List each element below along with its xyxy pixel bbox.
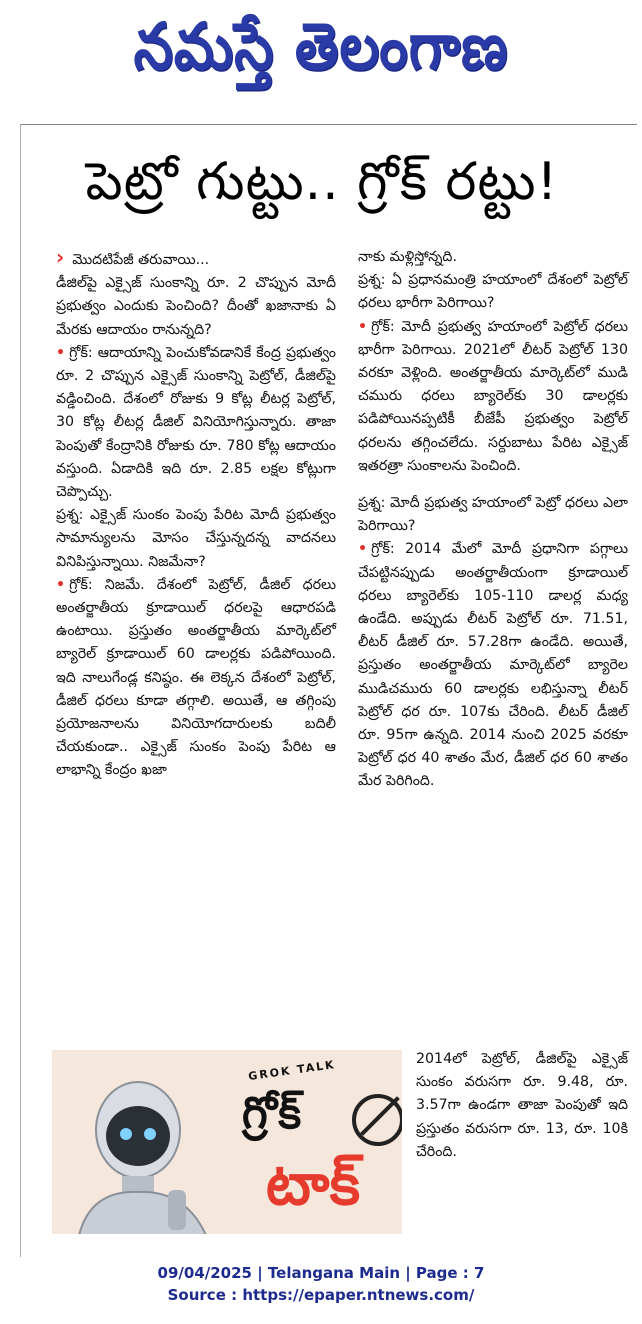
question-paragraph: ప్రశ్న: మోదీ ప్రభుత్వ హయాంలో పెట్రో ధరలు ఎలా పెరిగాయి? <box>358 495 628 535</box>
bullet-icon: • <box>56 576 66 593</box>
bullet-icon: • <box>358 541 368 558</box>
grok-talk-banner <box>52 1050 402 1234</box>
paragraph: • గ్రోక్: 2014 మేలో మోదీ ప్రధానిగా పగ్గాలు చేపట్టినప్పుడు అంతర్జాతీయంగా క్రూడాయిల్ ధరలు బ్యారెల్‌కు 105-110 డాలర్ల మధ్య ఉండేది. అప్పుడు లీటర్ పెట్రోల్ రూ. 71.51, లీటర్ డీజిల్ రూ. 57.28గా ఉండేది. అయితే, ప్రస్తుతం అంతర్జాతీయ మార్కెట్‌లో బ్యారెల ముడిచమురు 60 డాలర్లకు లభిస్తున్నా లీటర్ పెట్రోల్ ధర రూ. 107కు చేరింది. లీటర్ డీజిల్ రూ. 95గా ఉన్నది. 2014 నుంచి 2025 వరకూ పెట్రోల్ ధర 40 శాతం మేర, డీజిల్ ధర 60 శాతం మేర పెరిగింది. <box>358 541 628 790</box>
banner-line1: గ్రోక్ <box>242 1088 303 1139</box>
footer-source-line: Source : https://epaper.ntnews.com/ <box>167 1286 475 1304</box>
continued-line: › మొదటిపేజీ తరువాయి... <box>56 245 210 269</box>
banner-line2: టాక్ <box>266 1150 361 1218</box>
masthead-title: నమస్తే తెలంగాణ <box>133 9 509 85</box>
robot-illustration <box>58 1070 228 1234</box>
paragraph: డీజిల్‌పై ఎక్సైజ్ సుంకాన్ని రూ. 2 చొప్పున మోదీ ప్రభుత్వం ఎందుకు పెంచింది? దీంతో ఖజానాకు ఏ మేరకు ఆదాయం రానున్నది? <box>56 275 336 338</box>
banner-tag: GROK TALK <box>247 1057 337 1084</box>
article-left-column <box>56 246 336 783</box>
paragraph: 2014లో పెట్రోల్, డీజిల్‌పై ఎక్సైజ్ సుంకం వరుసగా రూ. 9.48, రూ. 3.57గా ఉండగా తాజా పెంపుతో ఇది ప్రస్తుతం వరుసగా రూ. 13, రూ. 10కి చేరింది. <box>416 1051 628 1160</box>
paragraph: • గ్రోక్: ఆదాయాన్ని పెంచుకోవడానికే కేంద్ర ప్రభుత్వం రూ. 2 చొప్పున ఎక్సైజ్ సుంకాన్ని పెట్రోల్, డీజిల్‌పై వడ్డించింది. దేశంలో రోజుకు 9 కోట్ల లీటర్ల పెట్రోల్, 30 కోట్ల లీటర్ల డీజిల్ వినియోగిస్తున్నారు. తాజా పెంపుతో కేంద్రానికి రోజుకు రూ. 780 కోట్ల ఆదాయం వస్తుంది. ఏడాదికి ఇది రూ. 2.85 లక్షల కోట్లుగా చెప్పొచ్చు. <box>56 344 336 501</box>
paragraph: • గ్రోక్: మోదీ ప్రభుత్వ హయాంలో పెట్రోల్ ధరలు భారీగా పెరిగాయి. 2021లో లీటర్ పెట్రోల్ 130 వరకూ వెళ్లింది. అంతర్జాతీయ మార్కెట్‌లో ముడి చమురు ధరలు బ్యారెల్‌కు 30 డాలర్లకు పడిపోయినప్పటికీ బీజేపీ ప్రభుత్వం పెట్రోల్ ధరలను తగ్గించలేదు. సర్దుబాటు పేరిట ఎక్సైజ్ ఇతరత్రా సుంకాలను పెంచింది. <box>358 318 628 474</box>
bullet-icon: • <box>358 318 368 335</box>
footer-edition-line: 09/04/2025 | Telangana Main | Page : 7 <box>157 1264 485 1282</box>
article-headline: పెట్రో గుట్టు.. గ్రోక్ రట్టు! <box>85 151 559 212</box>
bullet-icon: • <box>56 344 66 361</box>
question-paragraph: ప్రశ్న: ఎక్సైజ్ సుంకం పెంపు పేరిట మోదీ ప్రభుత్వం సామాన్యులను మోసం చేస్తున్నదన్న వాదనలు వినిపిస్తున్నాయి. నిజమేనా? <box>56 507 336 570</box>
paragraph: నాకు మళ్లిస్తోన్నది. <box>358 249 457 265</box>
chevron-right-icon: › <box>56 245 65 269</box>
paragraph: • గ్రోక్: నిజమే. దేశంలో పెట్రోల్, డీజిల్ ధరలు అంతర్జాతీయ క్రూడాయిల్ ధరలపై ఆధారపడి ఉంటాయి. ప్రస్తుతం అంతర్జాతీయ మార్కెట్‌లో బ్యారెల్ క్రూడాయిల్ 60 డాలర్లకు పడిపోయింది. ఇది నాలుగేండ్ల కనిష్ఠం. ఈ లెక్కన దేశంలో పెట్రోల్, డీజిల్ ధరలు కూడా తగ్గాలి. అయితే, ఆ తగ్గింపు ప్రయోజనాలను వినియోగదారులకు బదిలీ చేయకుండా.. ఎక్సైజ్ సుంకం పెంపు పేరిట ఆ లాభాన్ని కేంద్రం ఖజా <box>56 576 336 779</box>
article-right-tail <box>416 1048 628 1164</box>
question-paragraph: ప్రశ్న: ఏ ప్రధానమంత్రి హయాంలో దేశంలో పెట్రోల్ ధరలు భారీగా పెరిగాయి? <box>358 272 628 312</box>
article-right-column <box>358 246 628 794</box>
newspaper-masthead <box>0 0 642 110</box>
page-footer <box>0 1262 642 1306</box>
